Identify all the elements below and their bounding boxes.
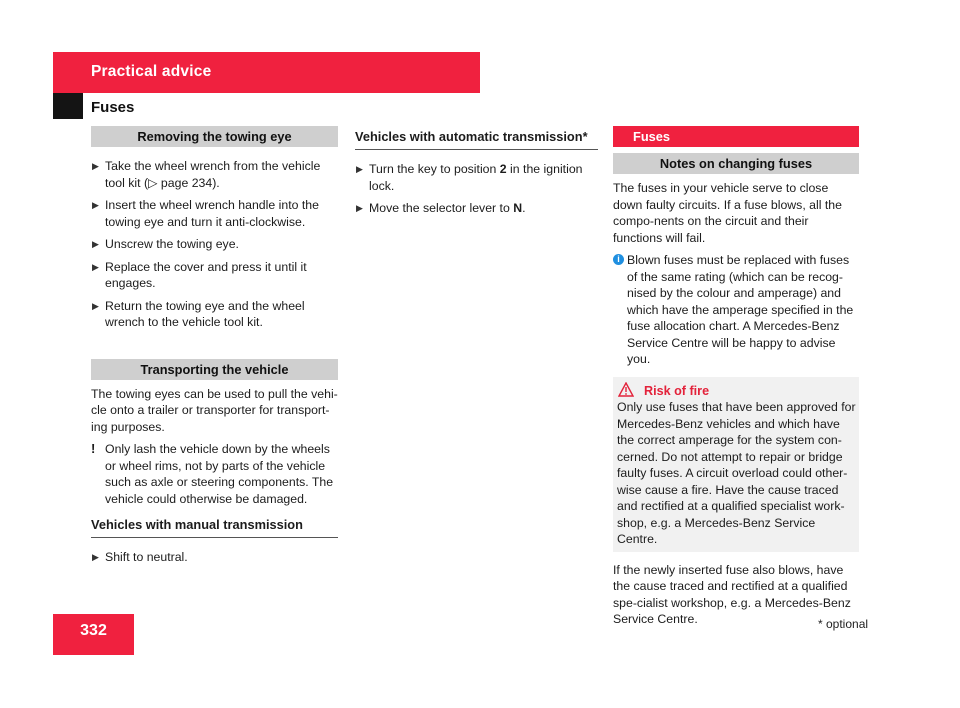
step-arrow-icon: ▶ bbox=[92, 200, 99, 210]
info-note: i Blown fuses must be replaced with fuses of the same rating (which can be recog-nised by the colour and amperage) and which have the amperage specified in the fuse allocation chart. A Mercedes-Benz Service Centre will be happy to advise you. bbox=[613, 252, 859, 368]
page-number: 332 bbox=[80, 622, 107, 639]
list-item: ▶ Replace the cover and press it until it engages. bbox=[92, 259, 307, 290]
automatic-transmission-heading: Vehicles with automatic transmission* bbox=[355, 129, 598, 150]
manual-transmission-heading: Vehicles with manual transmission bbox=[91, 517, 338, 538]
fuses-intro-paragraph: The fuses in your vehicle serve to close down faulty circuits. If a fuse blows, all the compo-nents on the circuit and their functions will fail. bbox=[613, 181, 842, 245]
transporting-vehicle-heading: Transporting the vehicle bbox=[91, 359, 338, 380]
list-item: ▶ Move the selector lever to N. bbox=[356, 201, 526, 215]
transport-paragraph: The towing eyes can be used to pull the vehi-cle onto a trailer or transporter for transport-ing purposes. bbox=[91, 386, 338, 434]
step-arrow-icon: ▶ bbox=[92, 161, 99, 171]
list-item: ▶ Take the wheel wrench from the vehicle tool kit (▷ page 234). bbox=[92, 159, 321, 190]
section-tab-marker bbox=[53, 93, 83, 119]
warning-triangle-icon bbox=[618, 382, 634, 397]
list-item: ▶ Turn the key to position 2 in the ignition lock. bbox=[356, 162, 583, 193]
warning-text: Only use fuses that have been approved for Mercedes-Benz vehicles and which have the correct amperage for the system con-cerned. Do not attempt to repair or bridge faulty fuses. A circuit overload could other-wise cause a fire. Have the cause traced and rectified at a qualified specialist work-shop, e.g. a Mercedes-Benz Service Centre. bbox=[617, 400, 856, 546]
column-right bbox=[613, 126, 859, 628]
fuses-heading: Fuses bbox=[613, 126, 859, 147]
step-arrow-icon: ▶ bbox=[356, 203, 363, 213]
section-title: Practical advice bbox=[91, 63, 212, 80]
info-icon: i bbox=[613, 254, 624, 265]
list-item: ▶ Insert the wheel wrench handle into the towing eye and turn it anti-clockwise. bbox=[92, 198, 319, 229]
page-title: Fuses bbox=[91, 99, 135, 116]
step-arrow-icon: ▶ bbox=[92, 239, 99, 249]
warning-title: Risk of fire bbox=[644, 383, 856, 400]
notes-on-changing-fuses-heading: Notes on changing fuses bbox=[613, 153, 859, 174]
caution-note: ! Only lash the vehicle down by the wheels or wheel rims, not by parts of the vehicle such as axle or steering components. The vehicle could otherwise be damaged. bbox=[91, 441, 334, 506]
list-item: ▶ Return the towing eye and the wheel wrench to the vehicle tool kit. bbox=[92, 298, 305, 329]
warning-box bbox=[613, 377, 859, 552]
list-item: ▶ Shift to neutral. bbox=[92, 550, 188, 564]
removing-towing-eye-heading: Removing the towing eye bbox=[91, 126, 338, 147]
step-arrow-icon: ▶ bbox=[92, 552, 99, 562]
list-item: ▶ Unscrew the towing eye. bbox=[92, 237, 239, 251]
step-arrow-icon: ▶ bbox=[92, 300, 99, 311]
footnote: * optional bbox=[818, 617, 869, 631]
step-arrow-icon: ▶ bbox=[356, 164, 363, 174]
column-middle bbox=[355, 129, 598, 217]
caution-icon: ! bbox=[91, 441, 96, 456]
fuses-closing-paragraph: If the newly inserted fuse also blows, have the cause traced and rectified at a qualified spe-cialist workshop, e.g. a Mercedes-Benz Service Centre. bbox=[613, 562, 851, 626]
column-left bbox=[91, 126, 338, 566]
step-arrow-icon: ▶ bbox=[92, 261, 99, 272]
